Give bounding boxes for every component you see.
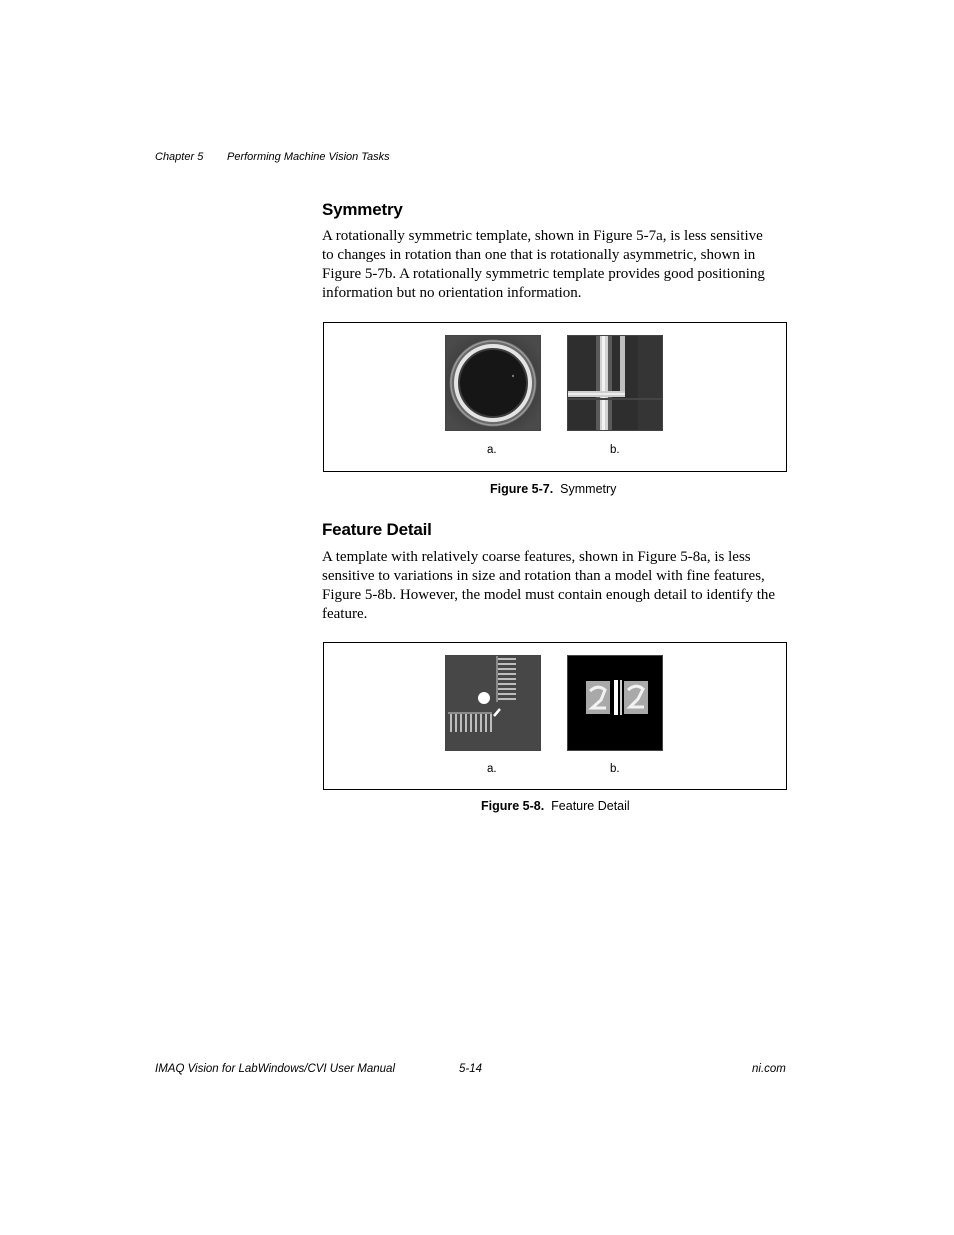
paragraph-line: to changes in rotation than one that is rotationally asymmetric, shown in: [322, 247, 756, 263]
figure-number: Figure 5-7.: [490, 482, 554, 496]
section-heading-feature-detail: Feature Detail: [322, 520, 432, 539]
figure-5-7-caption: [490, 482, 616, 496]
figure-5-8a-label: a.: [487, 763, 497, 775]
figure-title: Symmetry: [560, 482, 617, 496]
figure-title: Feature Detail: [551, 799, 630, 813]
running-header-title: Performing Machine Vision Tasks: [227, 151, 390, 163]
figure-5-8b-image: [567, 655, 663, 751]
feature-detail-paragraph: [322, 548, 792, 624]
paragraph-line: information but no orientation information.: [322, 285, 582, 301]
figure-number: Figure 5-8.: [481, 799, 545, 813]
running-header-chapter: Chapter 5: [155, 151, 204, 163]
figure-5-7b-image: [567, 335, 663, 431]
figure-5-7b-label: b.: [610, 444, 620, 456]
figure-5-8b-label: b.: [610, 763, 620, 775]
paragraph-line: A rotationally symmetric template, shown in Figure 5-7a, is less sensitive: [322, 228, 763, 244]
paragraph-line: Figure 5-7b. A rotationally symmetric template provides good positioning: [322, 266, 765, 282]
figure-5-7a-label: a.: [487, 444, 497, 456]
section-heading-symmetry: Symmetry: [322, 200, 403, 219]
footer-manual-title: IMAQ Vision for LabWindows/CVI User Manual: [155, 1063, 396, 1075]
figure-5-8-caption: [481, 799, 630, 813]
paragraph-line: feature.: [322, 606, 368, 622]
figure-5-8a-image: [445, 655, 541, 751]
footer-site-link[interactable]: ni.com: [752, 1063, 786, 1075]
figure-5-7a-image: [445, 335, 541, 431]
figure-5-8-frame: [323, 642, 787, 790]
symmetry-paragraph: [322, 227, 792, 303]
paragraph-line: sensitive to variations in size and rotation than a model with fine features,: [322, 568, 765, 584]
footer-page-number: 5-14: [459, 1063, 483, 1075]
paragraph-line: A template with relatively coarse features, shown in Figure 5-8a, is less: [322, 549, 751, 565]
paragraph-line: Figure 5-8b. However, the model must contain enough detail to identify the: [322, 587, 776, 603]
figure-5-7-frame: [323, 322, 787, 472]
